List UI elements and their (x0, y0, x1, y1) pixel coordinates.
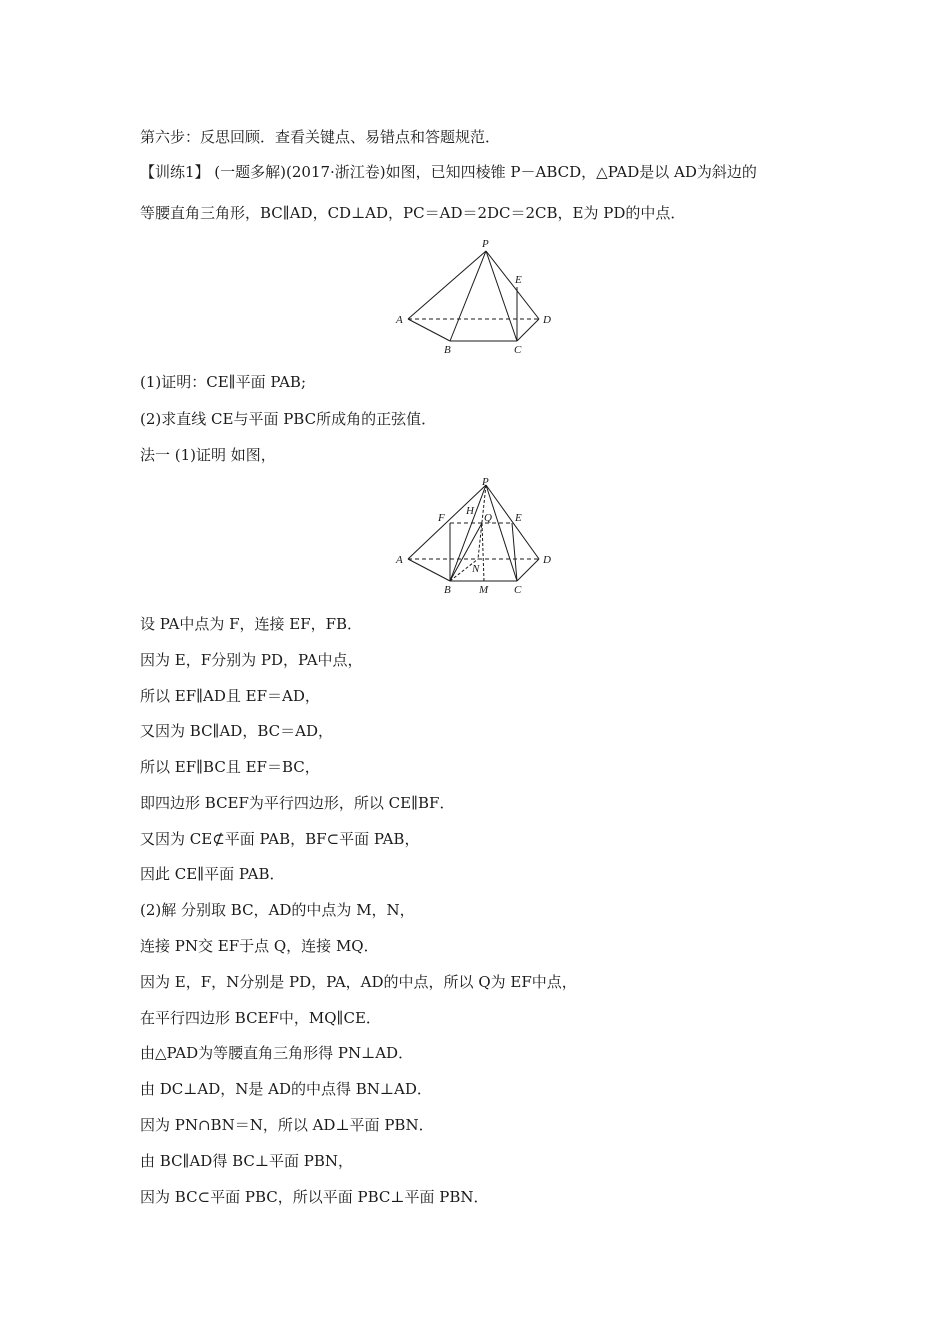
fig1-label-c: C (514, 344, 522, 356)
fig2-label-b: B (444, 584, 451, 596)
solution-line-7: 因为 PN∩BN＝N，所以 AD⊥平面 PBN． (140, 1116, 434, 1134)
fig1-label-e: E (515, 274, 522, 286)
fig2-label-e: E (515, 512, 522, 524)
pyramid-figure-1 (390, 235, 560, 360)
solution-line-3: 因为 E，F，N分别是 PD，PA，AD的中点，所以 Q为 EF中点， (140, 973, 577, 991)
fig1-label-p: P (482, 238, 489, 250)
fig2-label-f: F (438, 512, 445, 524)
proof-line-4: 又因为 BC∥AD，BC＝AD， (140, 722, 333, 740)
method-1-heading: 法一 (1)证明 如图， (140, 446, 276, 464)
training-title-line-1: 【训练1】 (一题多解)(2017·浙江卷)如图，已知四棱锥 P－ABCD，△PAD是以 AD为斜边的 (140, 163, 757, 181)
pyramid-figure-2 (390, 475, 560, 600)
fig1-label-d: D (543, 314, 551, 326)
solution-line-4: 在平行四边形 BCEF中，MQ∥CE． (140, 1009, 381, 1027)
proof-line-1: 设 PA中点为 F，连接 EF，FB． (140, 615, 363, 633)
fig2-label-h: H (466, 505, 474, 517)
fig1-label-a: A (396, 314, 403, 326)
proof-line-6: 即四边形 BCEF为平行四边形，所以 CE∥BF． (140, 794, 455, 812)
proof-line-2: 因为 E，F分别为 PD，PA中点， (140, 651, 363, 669)
proof-line-8: 因此 CE∥平面 PAB． (140, 865, 285, 883)
solution-line-8: 由 BC∥AD得 BC⊥平面 PBN， (140, 1152, 353, 1170)
fig1-label-b: B (444, 344, 451, 356)
solution-line-9: 因为 BC⊂平面 PBC，所以平面 PBC⊥平面 PBN． (140, 1188, 489, 1206)
step6-line: 第六步：反思回顾．查看关键点、易错点和答题规范． (140, 128, 501, 146)
solution-line-2: 连接 PN交 EF于点 Q，连接 MQ． (140, 937, 379, 955)
proof-line-7: 又因为 CE⊄平面 PAB，BF⊂平面 PAB， (140, 830, 420, 848)
solution-line-5: 由△PAD为等腰直角三角形得 PN⊥AD． (140, 1044, 414, 1062)
fig2-label-a: A (396, 554, 403, 566)
proof-line-5: 所以 EF∥BC且 EF＝BC， (140, 758, 320, 776)
solution-line-6: 由 DC⊥AD，N是 AD的中点得 BN⊥AD． (140, 1080, 432, 1098)
fig2-label-q: Q (484, 512, 492, 524)
fig2-label-m: M (479, 584, 489, 596)
fig2-label-d: D (543, 554, 551, 566)
proof-line-3: 所以 EF∥AD且 EF＝AD， (140, 687, 320, 705)
solution-line-1: (2)解 分别取 BC，AD的中点为 M，N， (140, 901, 415, 919)
training-title-line-2: 等腰直角三角形，BC∥AD，CD⊥AD，PC＝AD＝2DC＝2CB，E为 PD的中点． (140, 204, 686, 222)
fig2-label-c: C (514, 584, 522, 596)
fig2-label-n: N (472, 563, 480, 575)
question-2: (2)求直线 CE与平面 PBC所成角的正弦值． (140, 410, 437, 428)
fig2-label-p: P (482, 476, 489, 488)
question-1: (1)证明：CE∥平面 PAB; (140, 373, 306, 391)
